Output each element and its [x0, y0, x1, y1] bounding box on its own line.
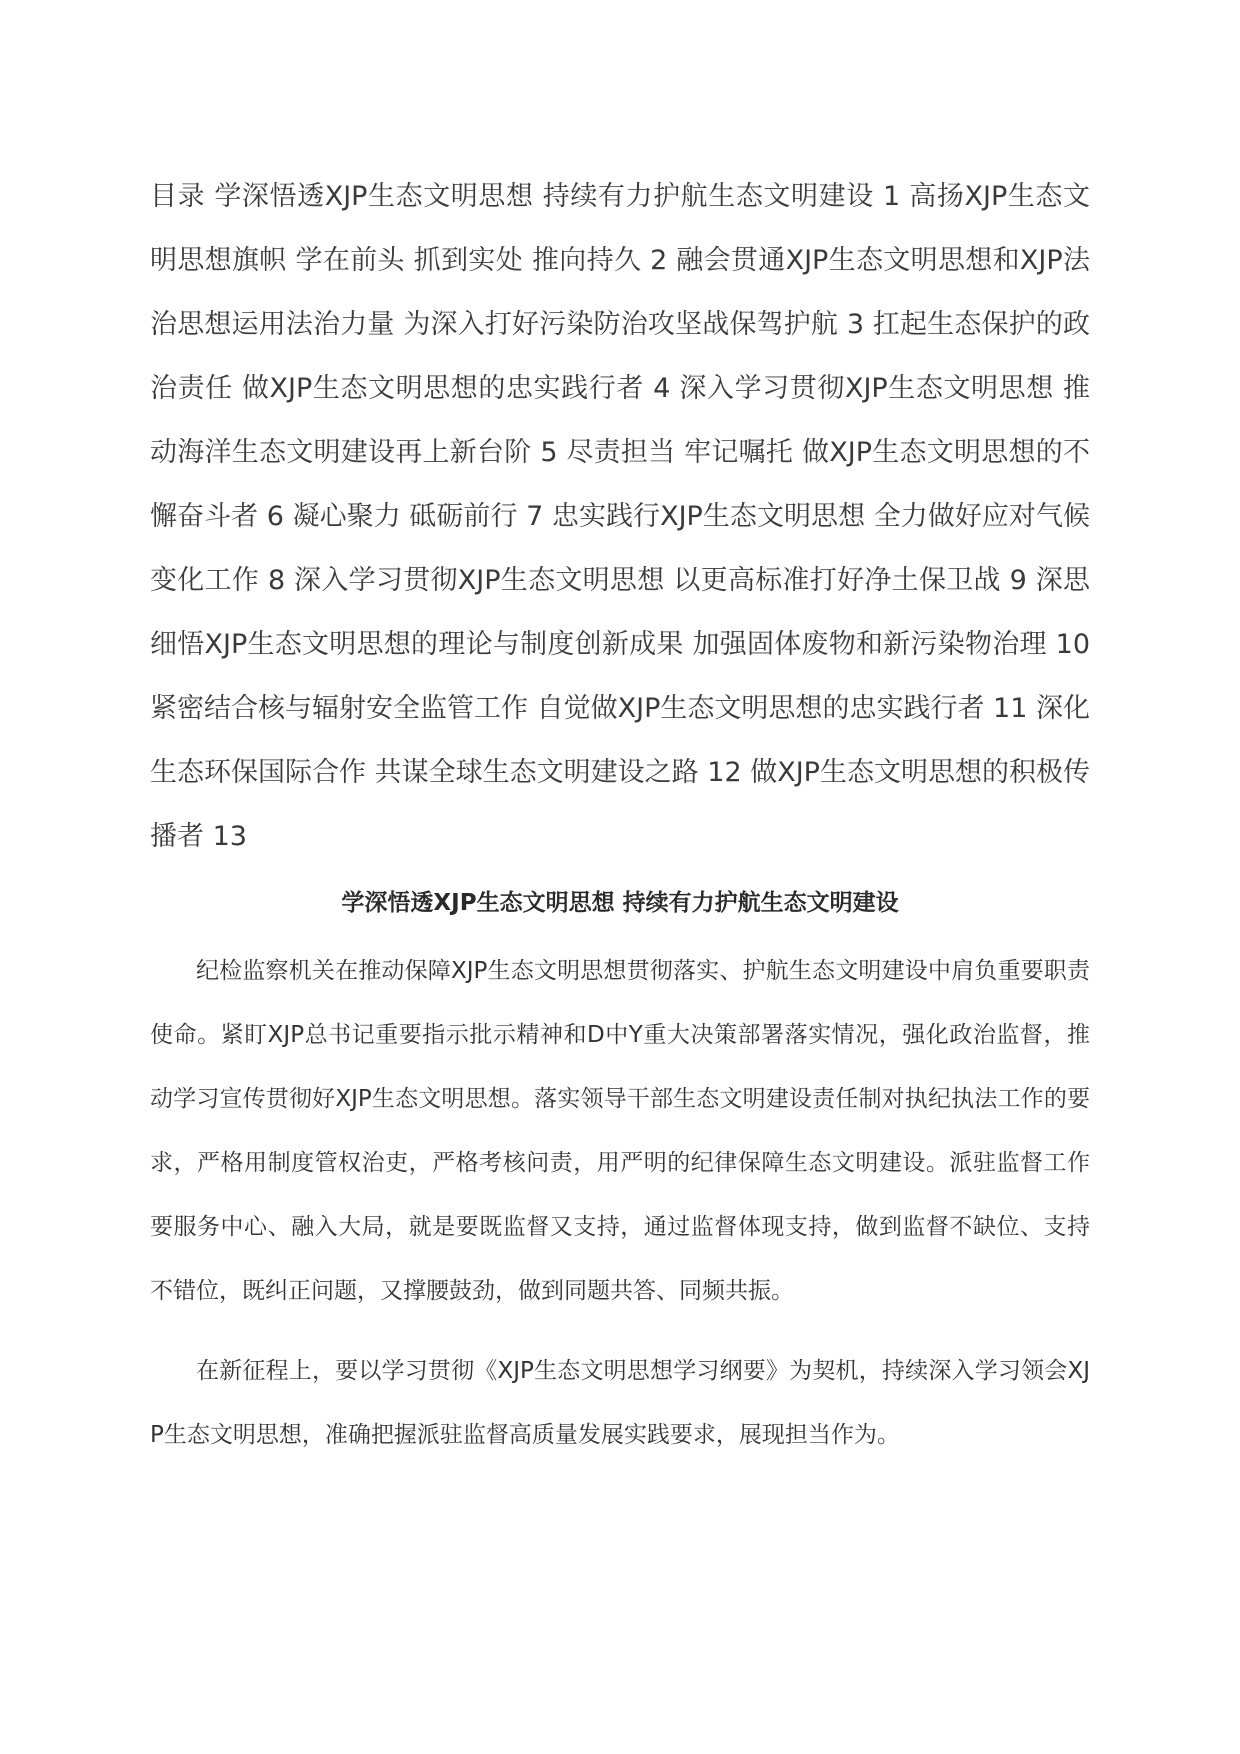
section-body: [150, 939, 1090, 1467]
paragraph: 纪检监察机关在推动保障XJP生态文明思想贯彻落实、护航生态文明建设中肩负重要职责使命。紧盯XJP总书记重要指示批示精神和D中Y重大决策部署落实情况，强化政治监督，推动学习宣传贯彻好XJP生态文明思想。落实领导干部生态文明建设责任制对执纪执法工作的要求，严格用制度管权治吏，严格考核问责，用严明的纪律保障生态文明建设。派驻监督工作要服务中心、融入大局，就是要既监督又支持，通过监督体现支持，做到监督不缺位、支持不错位，既纠正问题，又撑腰鼓劲，做到同题共答、同频共振。: [150, 958, 1090, 1304]
section-title: 学深悟透XJP生态文明思想 持续有力护航生态文明建设: [341, 890, 899, 916]
table-of-contents: 目录 学深悟透XJP生态文明思想 持续有力护航生态文明建设 1 高扬XJP生态文明思想旗帜 学在前头 抓到实处 推向持久 2 融会贯通XJP生态文明思想和XJP法治思想运用法治力量 为深入打好污染防治攻坚战保驾护航 3 扛起生态保护的政治责任 做XJP生态文明思想的忠实践行者 4 深入学习贯彻XJP生态文明思想 推动海洋生态文明建设再上新台阶 5 尽责担当 牢记嘱托 做XJP生态文明思想的不懈奋斗者 6 凝心聚力 砥砺前行 7 忠实践行XJP生态文明思想 全力做好应对气候变化工作 8 深入学习贯彻XJP生态文明思想 以更高标准打好净土保卫战 9 深思细悟XJP生态文明思想的理论与制度创新成果 加强固体废物和新污染物治理 10 紧密结合核与辐射安全监管工作 自觉做XJP生态文明思想的忠实践行者 11 深化生态环保国际合作 共谋全球生态文明建设之路 12 做XJP生态文明思想的积极传播者 13: [150, 181, 1090, 852]
paragraph: 在新征程上，要以学习贯彻《XJP生态文明思想学习纲要》为契机，持续深入学习领会XJP生态文明思想，准确把握派驻监督高质量发展实践要求，展现担当作为。: [150, 1358, 1090, 1448]
